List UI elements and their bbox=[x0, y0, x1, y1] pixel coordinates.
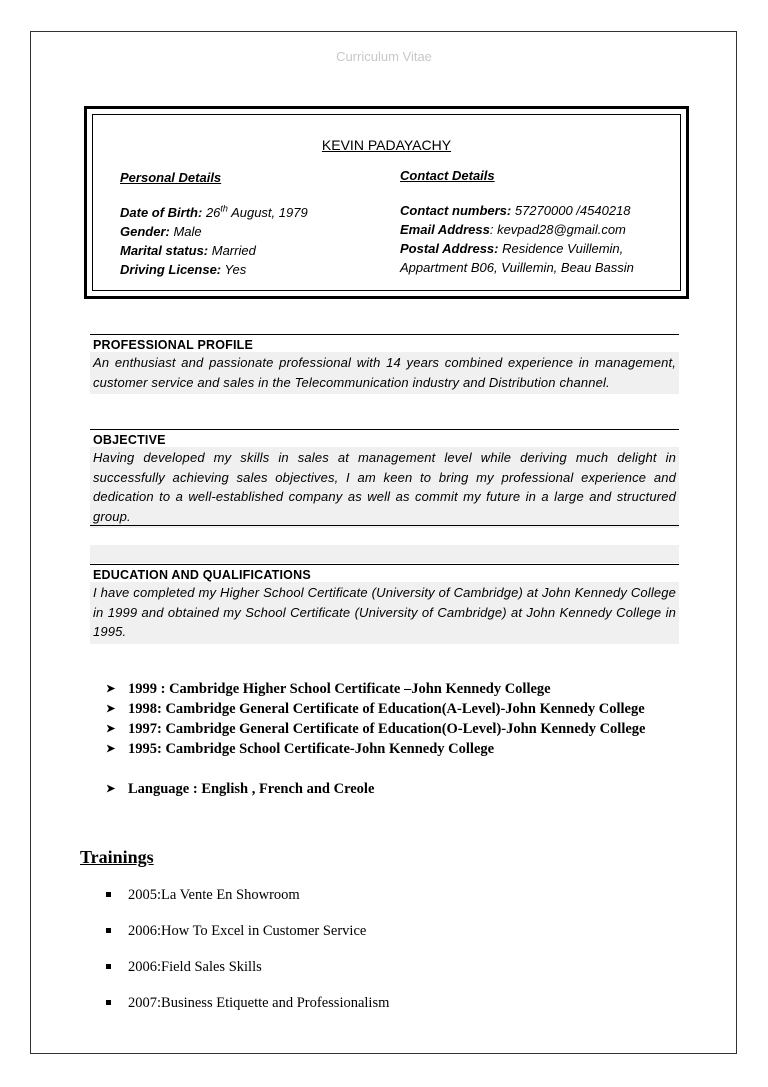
education-section bbox=[90, 564, 679, 644]
section-title: PROFESSIONAL PROFILE bbox=[93, 338, 254, 352]
arrow-bullet-icon: ➤ bbox=[106, 683, 116, 695]
trainings-list bbox=[106, 885, 389, 1029]
page-header: Curriculum Vitae bbox=[336, 49, 432, 64]
qualification-item: ➤ 1998: Cambridge General Certificate of Education(A-Level)-John Kennedy College bbox=[106, 701, 645, 717]
qualification-item: ➤ 1997: Cambridge General Certificate of Education(O-Level)-John Kennedy College bbox=[106, 721, 646, 737]
shaded-band bbox=[90, 545, 679, 563]
gender-line: Gender: Male bbox=[120, 224, 202, 239]
section-body: I have completed my Higher School Certificate (University of Cambridge) at John Kennedy College in 1999 and obtained my School Certificate (University of Cambridge) at John Kennedy College in 1995. bbox=[90, 582, 679, 644]
arrow-bullet-icon: ➤ bbox=[106, 783, 116, 795]
square-bullet-icon bbox=[106, 892, 111, 897]
personal-info-inner bbox=[92, 114, 681, 291]
training-item: 2006:Field Sales Skills bbox=[106, 957, 389, 993]
training-item: 2005:La Vente En Showroom bbox=[106, 885, 389, 921]
square-bullet-icon bbox=[106, 1000, 111, 1005]
contact-details-title: Contact Details bbox=[400, 168, 495, 183]
qualification-item: ➤ 1999 : Cambridge Higher School Certificate –John Kennedy College bbox=[106, 681, 551, 697]
square-bullet-icon bbox=[106, 964, 111, 969]
trainings-heading: Trainings bbox=[80, 847, 154, 867]
license-line: Driving License: Yes bbox=[120, 262, 247, 277]
postal-line: Postal Address: Residence Vuillemin, bbox=[400, 241, 624, 256]
personal-details-title: Personal Details bbox=[120, 170, 222, 185]
contact-details bbox=[400, 166, 634, 277]
qualification-item: ➤ 1995: Cambridge School Certificate-John Kennedy College bbox=[106, 741, 495, 757]
email-line: Email Address: kevpad28@gmail.com bbox=[400, 222, 626, 237]
marital-line: Marital status: Married bbox=[120, 243, 256, 258]
arrow-bullet-icon: ➤ bbox=[106, 723, 116, 735]
dob-line: Date of Birth: 26th August, 1979 bbox=[120, 203, 308, 220]
section-body: Having developed my skills in sales at management level while deriving much delight in successfully achieving sales objectives, I am keen to bring my professional experience and dedication to a well-established company as well as commit my future in a large and structured group. bbox=[90, 447, 679, 528]
objective-section bbox=[90, 429, 679, 528]
personal-details bbox=[120, 168, 308, 279]
personal-info-box bbox=[84, 106, 689, 299]
arrow-bullet-icon: ➤ bbox=[106, 743, 116, 755]
phone-line: Contact numbers: 57270000 /4540218 bbox=[400, 203, 631, 218]
candidate-name: KEVIN PADAYACHY bbox=[321, 137, 452, 153]
section-rule bbox=[90, 525, 679, 526]
square-bullet-icon bbox=[106, 928, 111, 933]
training-item: 2006:How To Excel in Customer Service bbox=[106, 921, 389, 957]
section-title: OBJECTIVE bbox=[93, 433, 166, 447]
professional-profile-section bbox=[90, 334, 679, 394]
section-body: An enthusiast and passionate professional with 14 years combined experience in management, customer service and sales in the Telecommunication industry and Distribution channel. bbox=[90, 352, 679, 394]
training-item: 2007:Business Etiquette and Professionalism bbox=[106, 993, 389, 1029]
postal-line-2: Appartment B06, Vuillemin, Beau Bassin bbox=[400, 260, 634, 275]
arrow-bullet-icon: ➤ bbox=[106, 703, 116, 715]
language-line: ➤ Language : English , French and Creole bbox=[106, 781, 375, 797]
qualifications-list bbox=[106, 679, 646, 759]
section-title: EDUCATION AND QUALIFICATIONS bbox=[93, 568, 311, 582]
